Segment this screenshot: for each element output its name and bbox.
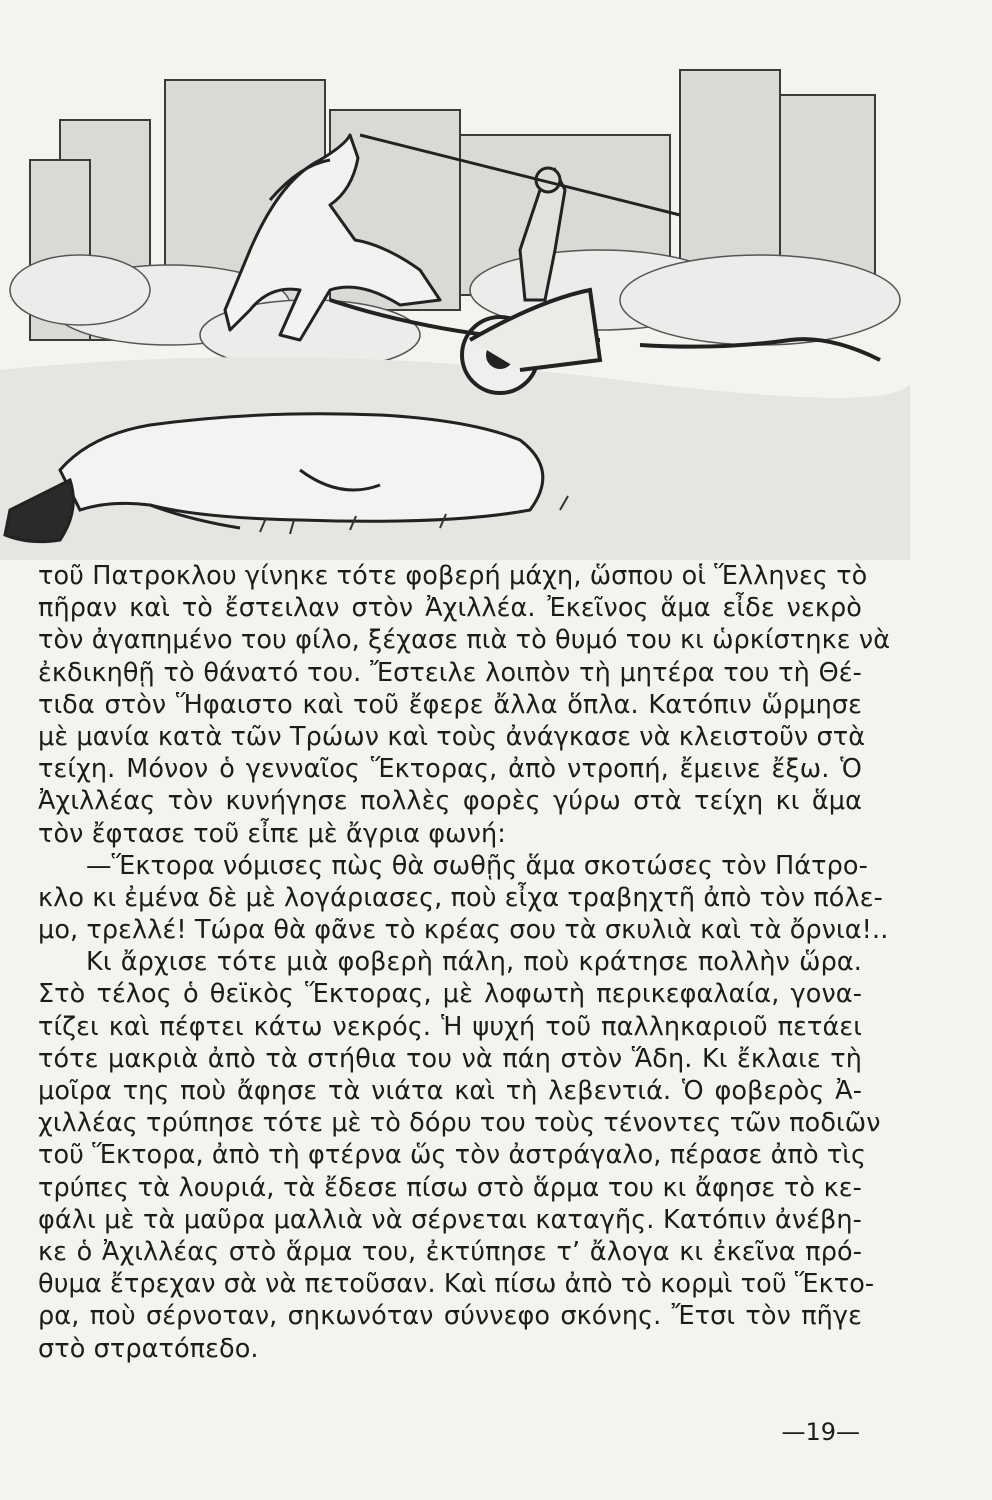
- text-line: μοῖρα της ποὺ ἄφησε τὰ νιάτα καὶ τὴ λεβεντιά. Ὁ φοβερὸς Ἀ-: [38, 1076, 862, 1106]
- text-line: μο, τρελλέ! Τώρα θὰ φᾶνε τὸ κρέας σου τὰ σκυλιὰ καὶ τὰ ὄρνια!..: [38, 915, 889, 946]
- text-line: ρα, ποὺ σέρνοταν, σηκωνόταν σύννεφο σκόνης. Ἔτσι τὸν πῆγε: [38, 1301, 862, 1332]
- text-line: Κι ἄρχισε τότε μιὰ φοβερὴ πάλη, ποὺ κράτησε πολλὴν ὥρα.: [86, 947, 862, 978]
- text-line: τείχη. Μόνον ὁ γενναῖος Ἕκτορας, ἀπὸ ντροπή, ἔμεινε ἔξω. Ὁ: [38, 754, 862, 785]
- text-line: τίζει καὶ πέφτει κάτω νεκρός. Ἡ ψυχή τοῦ παλληκαριοῦ πετάει: [38, 1011, 862, 1042]
- text-line: θυμα ἔτρεχαν σὰ νὰ πετοῦσαν. Καὶ πίσω ἀπὸ τὸ κορμὶ τοῦ Ἕκτο-: [38, 1269, 875, 1300]
- text-line: μὲ μανία κατὰ τῶν Τρώων καὶ τοὺς ἀνάγκασε νὰ κλειστοῦν στὰ: [38, 721, 866, 752]
- text-line: τὸν ἀγαπημένο του φίλο, ξέχασε πιὰ τὸ θυμό του κι ὡρκίστηκε νὰ: [38, 625, 891, 656]
- text-line: κλο κι ἐμένα δὲ μὲ λογάριασες, ποὺ εἶχα τραβηχτῆ ἀπὸ τὸν πόλε-: [38, 882, 883, 913]
- text-line: τοῦ Ἕκτορα, ἀπὸ τὴ φτέρνα ὥς τὸν ἀστράγαλο, πέρασε ἀπὸ τὶς: [38, 1140, 867, 1171]
- text-line: στὸ στρατόπεδο.: [38, 1333, 259, 1364]
- text-line: πῆραν καὶ τὸ ἔστειλαν στὸν Ἀχιλλέα. Ἐκεῖνος ἅμα εἶδε νεκρὸ: [38, 593, 862, 624]
- text-line: ἐκδικηθῇ τὸ θάνατό του. Ἔστειλε λοιπὸν τὴ μητέρα του τὴ Θέ-: [38, 657, 862, 688]
- illustration-achilles-chariot: [0, 40, 910, 560]
- text-line: Στὸ τέλος ὁ θεϊκὸς Ἕκτορας, μὲ λοφωτὴ περικεφαλαία, γονα-: [38, 979, 862, 1010]
- body-text: [38, 560, 891, 1365]
- text-line: τιδα στὸν Ἥφαιστο καὶ τοῦ ἔφερε ἄλλα ὅπλα. Κατόπιν ὥρμησε: [38, 689, 862, 720]
- dragged-body: [640, 339, 880, 360]
- text-line: φάλι μὲ τὰ μαῦρα μαλλιὰ νὰ σέρνεται καταγῆς. Κατόπιν ἀνέβη-: [38, 1204, 862, 1235]
- text-line: κε ὁ Ἀχιλλέας στὸ ἅρμα του, ἐκτύπησε τ’ ἄλογα κι ἐκεῖνα πρό-: [38, 1236, 862, 1267]
- page-number: —19—: [781, 1418, 860, 1446]
- text-line: χιλλέας τρύπησε τότε μὲ τὸ δόρυ του τοὺς τένοντες τῶν ποδιῶν: [38, 1108, 881, 1139]
- text-line: τότε μακριὰ ἀπὸ τὰ στήθια του νὰ πάη στὸν Ἅδη. Κι ἔκλαιε τὴ: [38, 1043, 862, 1074]
- text-line: —Ἕκτορα νόμισες πὼς θὰ σωθῇς ἅμα σκοτώσες τὸν Πάτρο-: [86, 850, 868, 881]
- text-line: τὸν ἔφτασε τοῦ εἶπε μὲ ἄγρια φωνή:: [38, 818, 506, 849]
- text-line: τρύπες τὰ λουριά, τὰ ἔδεσε πίσω στὸ ἅρμα του κι ἄφησε τὸ κε-: [38, 1172, 862, 1203]
- text-line: Ἀχιλλέας τὸν κυνήγησε πολλὲς φορὲς γύρω στὰ τείχη κι ἅμα: [38, 786, 862, 817]
- text-line: τοῦ Πατροκλου γίνηκε τότε φοβερή μάχη, ὥσπου οἱ Ἕλληνες τὸ: [38, 561, 868, 591]
